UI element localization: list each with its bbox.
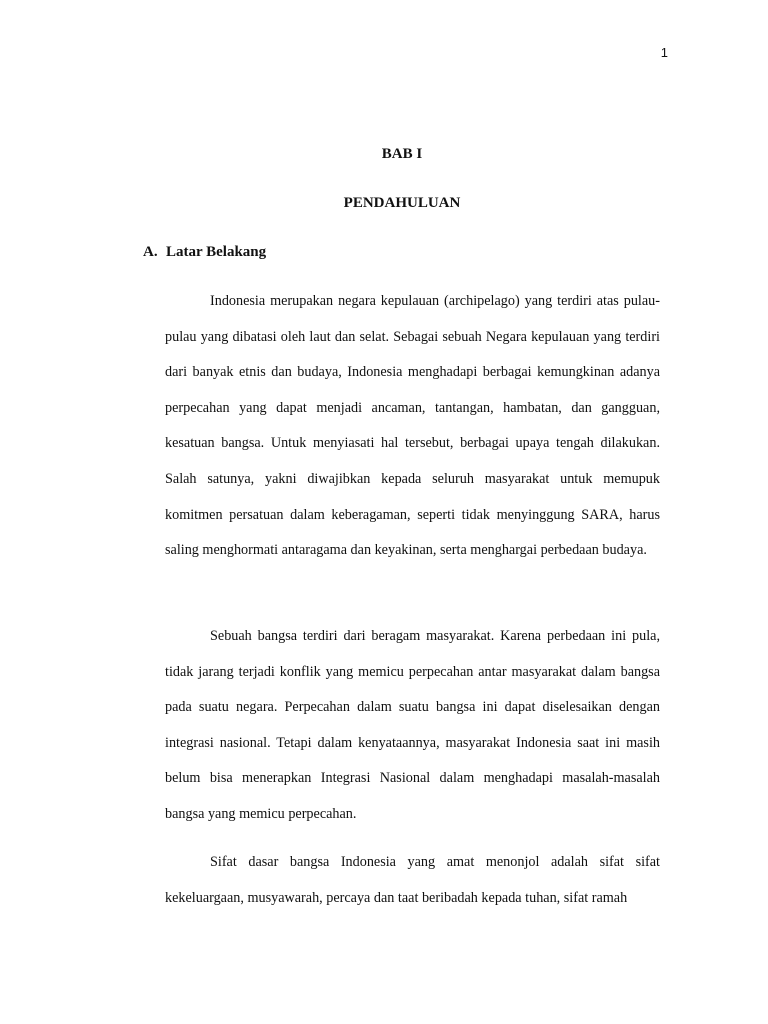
paragraph-3: Sifat dasar bangsa Indonesia yang amat menonjol adalah sifat sifat kekeluargaan, musyawarah, percaya dan taat beribadah kepada tuhan, sifat ramah xyxy=(165,854,660,906)
page-number: 1 xyxy=(660,45,668,60)
paragraph-2: Sebuah bangsa terdiri dari beragam masyarakat. Karena perbedaan ini pula, tidak jarang terjadi konflik yang memicu perpecahan antar masyarakat dalam bangsa pada suatu negara. Perpecahan dalam suatu bangsa ini dapat diselesaikan dengan integrasi nasional. Tetapi dalam kenyataannya, masyarakat Indonesia saat ini masih belum bisa menerapkan Integrasi Nasional dalam menghadapi masalah-masalah bangsa yang memicu perpecahan. xyxy=(165,628,660,822)
chapter-subtitle: PENDAHULUAN xyxy=(343,195,461,211)
chapter-title: BAB I xyxy=(381,146,423,162)
section-heading xyxy=(143,244,266,261)
section-number: A. xyxy=(143,244,158,260)
section-title: Latar Belakang xyxy=(166,244,267,260)
paragraph-1: Indonesia merupakan negara kepulauan (archipelago) yang terdiri atas pulau-pulau yang dibatasi oleh laut dan selat. Sebagai sebuah Negara kepulauan yang terdiri dari banyak etnis dan budaya, Indonesia menghadapi berbagai kemungkinan adanya perpecahan yang dapat menjadi ancaman, tantangan, hambatan, dan gangguan, kesatuan bangsa. Untuk menyiasati hal tersebut, berbagai upaya tengah dilakukan. Salah satunya, yakni diwajibkan kepada seluruh masyarakat untuk memupuk komitmen persatuan dalam keberagaman, seperti tidak menyinggung SARA, harus saling menghormati antaragama dan keyakinan, serta menghargai perbedaan budaya. xyxy=(165,293,660,559)
